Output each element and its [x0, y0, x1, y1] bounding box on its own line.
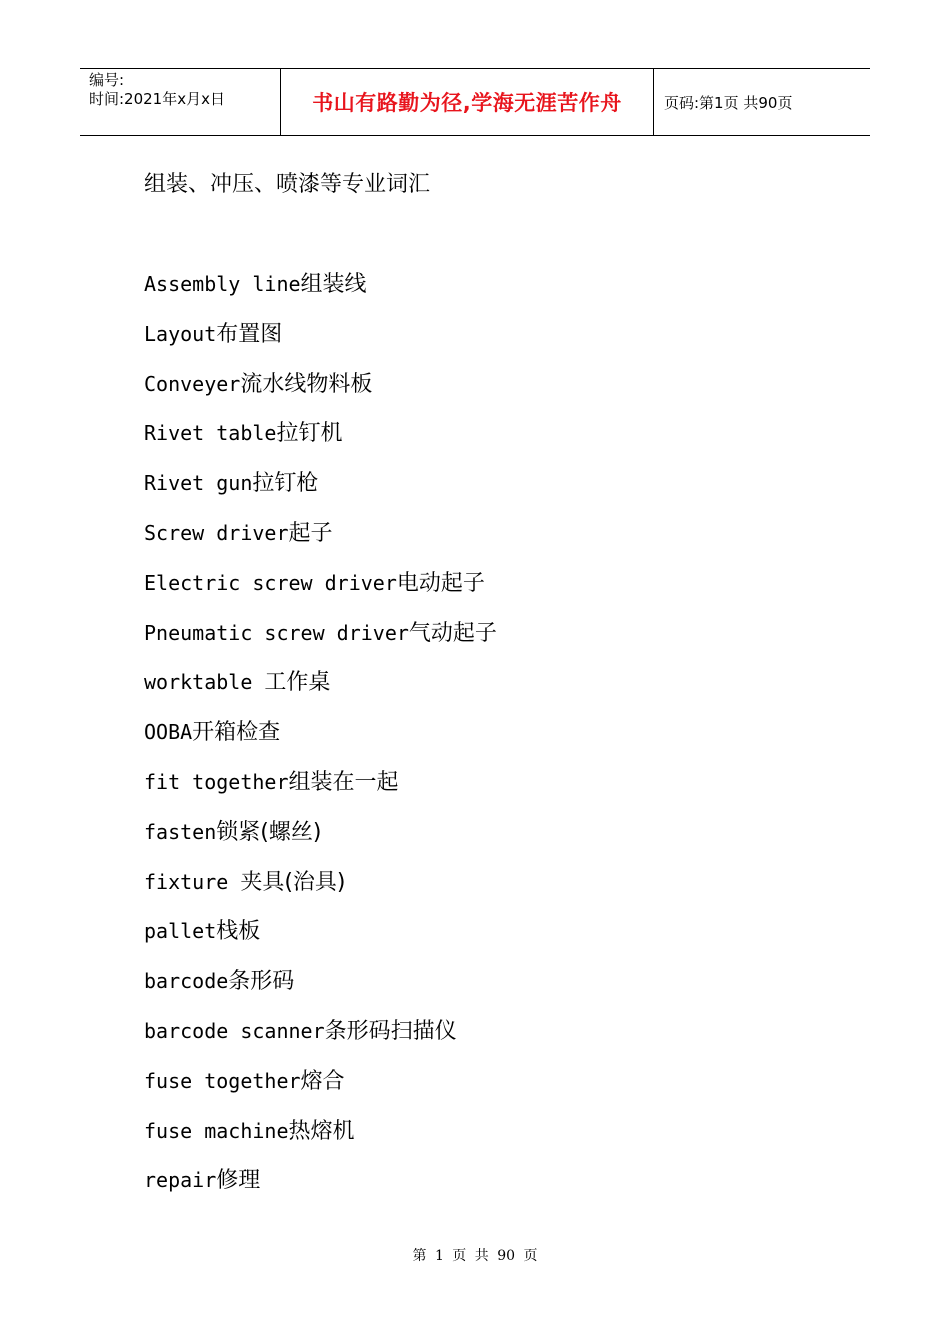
term-item: [144, 517, 497, 567]
term-chinese: 开箱检查: [192, 720, 281, 746]
term-chinese: 组装线: [300, 272, 367, 297]
term-item: [144, 666, 497, 716]
term-item: [144, 467, 497, 517]
header-motto: 书山有路勤为径,学海无涯苦作舟: [281, 69, 654, 135]
term-english: Layout: [144, 321, 217, 346]
term-item: [144, 1164, 497, 1214]
term-item: [144, 1015, 497, 1065]
term-chinese: 工作桌: [264, 670, 331, 696]
term-chinese: 锁紧(螺丝): [216, 819, 322, 845]
term-item: [144, 816, 497, 866]
term-english: Electric screw driver: [144, 570, 397, 595]
term-chinese: 组装在一起: [288, 769, 399, 795]
term-english: fuse together: [144, 1068, 301, 1093]
term-item: [144, 866, 497, 916]
term-list: [144, 268, 497, 1214]
term-chinese: 布置图: [216, 321, 283, 347]
term-english: pallet: [144, 919, 217, 944]
page-header: [80, 68, 870, 136]
term-item: [144, 915, 497, 965]
term-english: fit together: [144, 769, 289, 794]
term-english: fasten: [144, 819, 217, 844]
term-item: [144, 1115, 497, 1165]
term-chinese: 电动起子: [396, 570, 485, 596]
term-english: fuse machine: [144, 1118, 289, 1143]
term-item: [144, 368, 497, 418]
term-chinese: 热熔机: [288, 1118, 355, 1144]
term-english: Rivet gun: [144, 471, 253, 496]
term-item: [144, 268, 497, 318]
document-number-label: 编号:: [89, 71, 125, 89]
header-page-info: 页码:第1页 共90页: [664, 93, 793, 112]
term-item: [144, 1065, 497, 1115]
term-english: worktable: [144, 670, 265, 695]
term-item: [144, 567, 497, 617]
term-chinese: 条形码: [228, 969, 295, 995]
term-english: barcode scanner: [144, 1018, 325, 1043]
term-chinese: 修理: [216, 1168, 261, 1194]
term-item: [144, 716, 497, 766]
term-item: [144, 417, 497, 467]
term-english: Assembly line: [144, 272, 301, 296]
term-english: barcode: [144, 969, 229, 994]
term-item: [144, 617, 497, 667]
term-chinese: 拉钉机: [276, 421, 343, 447]
term-item: [144, 766, 497, 816]
term-english: Rivet table: [144, 421, 277, 446]
term-chinese: 气动起子: [408, 620, 497, 646]
term-chinese: 起子: [288, 520, 333, 546]
document-title: 组装、冲压、喷漆等专业词汇: [144, 172, 431, 197]
term-english: OOBA: [144, 720, 193, 745]
term-item: [144, 318, 497, 368]
term-english: repair: [144, 1168, 217, 1193]
term-chinese: 夹具(治具): [240, 869, 346, 895]
page-footer: 第 1 页 共 90 页: [412, 1248, 538, 1264]
term-chinese: 栈板: [216, 919, 261, 945]
term-chinese: 拉钉枪: [252, 471, 319, 497]
term-english: Conveyer: [144, 371, 241, 396]
term-english: fixture: [144, 869, 241, 894]
term-chinese: 条形码扫描仪: [324, 1018, 457, 1044]
document-time-label: 时间:2021年x月x日: [89, 90, 225, 108]
term-chinese: 熔合: [300, 1068, 345, 1094]
term-item: [144, 965, 497, 1015]
term-english: Pneumatic screw driver: [144, 620, 409, 645]
term-english: Screw driver: [144, 520, 289, 545]
header-meta-cell: [80, 69, 281, 135]
term-chinese: 流水线物料板: [240, 371, 373, 397]
